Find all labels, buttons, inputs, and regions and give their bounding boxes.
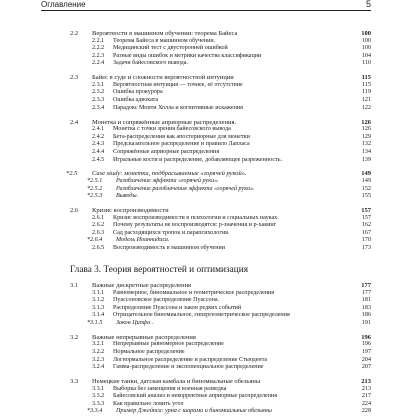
entry-title: Монетка и сопряжённые априорные распределения. <box>92 118 237 126</box>
toc-subsection-entry <box>0 45 420 53</box>
entry-page-number: 119 <box>362 89 371 96</box>
entry-page-number: 152 <box>361 185 371 192</box>
entry-number: 2.2.1 <box>92 37 105 44</box>
entry-number: *3.3.4 <box>87 408 103 415</box>
entry-title: Байес в суде и сложности вероятностной интуиции <box>92 74 234 82</box>
toc-subsection-entry <box>0 297 420 305</box>
entry-title: Модель Иоаннидиса. <box>116 237 170 244</box>
entry-page-number: 126 <box>361 126 371 133</box>
toc-subsection-entry <box>0 357 420 365</box>
table-of-contents <box>0 30 420 416</box>
toc-subsection-entry <box>0 222 420 230</box>
entry-title: Немецкие танки, датская камбала и биномиальные обезьяны <box>92 378 261 386</box>
entry-number: 2.6.5 <box>92 245 105 252</box>
entry-number: *2.6.4 <box>87 237 103 244</box>
entry-title: Разоблачение разоблачения эффекта «горячей руки». <box>116 185 255 192</box>
entry-title: Кризис воспроизводимости в психологии и социальных науках. <box>113 214 279 221</box>
running-header-title: Оглавление <box>41 0 86 9</box>
entry-title: Гамма-распределение и экспоненциальное распределение <box>113 364 264 371</box>
entry-title: Логнормальное распределение и распределение Стьюдента <box>113 356 268 363</box>
entry-number: 2.2.4 <box>92 60 105 67</box>
entry-page-number: 122 <box>361 104 371 111</box>
entry-title: Предсказательное распределение и правило Лапласа <box>113 141 250 148</box>
toc-subsection-entry <box>0 97 420 105</box>
entry-number: 3.2.4 <box>92 364 105 371</box>
toc-subsection-entry <box>0 141 420 149</box>
entry-page-number: 121 <box>361 97 371 104</box>
toc-subsection-entry <box>0 230 420 238</box>
entry-page-number: 162 <box>361 222 371 229</box>
entry-title: Медицинский тест с двусторонней ошибкой <box>113 45 228 52</box>
entry-page-number: 177 <box>361 289 371 296</box>
entry-page-number: 191 <box>361 319 371 326</box>
entry-number: 2.4.5 <box>92 156 105 163</box>
toc-section-entry <box>0 170 420 178</box>
entry-title: Разные виды ошибок и метрики качества классификации <box>113 52 262 59</box>
entry-number: 2.2.3 <box>92 52 105 59</box>
entry-page-number: 157 <box>361 207 371 215</box>
entry-number: 3.1.2 <box>92 297 105 304</box>
entry-number: *2.5.2 <box>87 185 103 192</box>
entry-page-number: 167 <box>361 229 371 236</box>
toc-subsection-entry <box>0 178 420 186</box>
entry-number: 2.3.2 <box>92 89 105 96</box>
entry-number: 3.2.2 <box>92 348 105 355</box>
toc-subsection-entry <box>0 193 420 201</box>
entry-page-number: 207 <box>361 364 371 371</box>
entry-title: Выборка без замещения и военная разведка <box>113 385 227 392</box>
entry-title: Воспроизводимость в машинном обучении <box>113 245 226 252</box>
entry-number: 2.6.1 <box>92 214 105 221</box>
entry-number: 2.3.4 <box>92 104 105 111</box>
entry-title: Как правильно ловить угол <box>113 400 184 407</box>
entry-number: 2.4 <box>70 118 79 126</box>
entry-page-number: 100 <box>361 45 371 52</box>
toc-subsection-entry <box>0 53 420 61</box>
toc-section-entry <box>0 282 420 290</box>
toc-subsection-entry <box>0 105 420 113</box>
entry-title: Непрерывные равномерное распределение <box>113 341 224 348</box>
entry-page-number: 181 <box>361 297 371 304</box>
toc-section-entry <box>0 74 420 82</box>
entry-page-number: 224 <box>361 400 371 407</box>
entry-number: 2.3.1 <box>92 81 105 88</box>
entry-title: Ошибка адвоката <box>113 97 159 104</box>
entry-number: *3.1.5 <box>87 319 103 326</box>
entry-title: Выводы. <box>116 193 139 200</box>
entry-title: Байесовский анализ и некорректные априорные распределения <box>113 393 278 400</box>
toc-subsection-entry <box>0 134 420 142</box>
entry-title: Отрицательное биномиальное, гипергеометрическое распределения <box>113 312 290 319</box>
entry-page-number: 149 <box>361 170 371 178</box>
entry-number: 2.4.4 <box>92 148 105 155</box>
entry-number: 3.3 <box>70 378 79 386</box>
entry-number: 3.1.3 <box>92 304 105 311</box>
entry-page-number: 183 <box>361 304 371 311</box>
entry-number: 2.6.3 <box>92 229 105 236</box>
entry-number: 3.1.4 <box>92 312 105 319</box>
entry-number: 2.2.2 <box>92 45 105 52</box>
toc-section-entry <box>0 30 420 38</box>
entry-number: 2.6 <box>70 207 79 215</box>
entry-number: *2.5 <box>66 170 78 178</box>
toc-subsection-entry <box>0 157 420 165</box>
entry-title: Вероятностная интуиция — точнее, её отсутствие <box>113 81 243 88</box>
entry-title: Нормальное распределение <box>113 348 185 355</box>
entry-title: Монетка с точки зрения байесовского вывода <box>113 126 231 133</box>
chapter-title: Глава 3. Теория вероятностей и оптимизация <box>70 264 249 275</box>
entry-title: Ошибка прокурора <box>113 89 163 96</box>
entry-page-number: 149 <box>361 177 371 184</box>
entry-title: Парадокс Монти Холла и когнитивные искажения <box>113 104 243 111</box>
entry-number: *2.5.1 <box>87 177 103 184</box>
entry-title: Пример Джейнса: урна с шарами и биномиальные обезьяны <box>116 408 272 415</box>
page-number: 5 <box>365 0 371 9</box>
entry-number: 3.2 <box>70 333 79 341</box>
entry-page-number: 170 <box>361 237 371 244</box>
entry-title: Почему результаты не воспроизводятся: p-значения и p-хакинг <box>113 222 277 229</box>
toc-subsection-entry <box>0 186 420 194</box>
entry-title: Разоблачение эффекта «горячей руки». <box>116 177 219 184</box>
entry-page-number: 204 <box>361 356 371 363</box>
entry-number: 3.3.2 <box>92 393 105 400</box>
toc-subsection-entry <box>0 237 420 245</box>
entry-title: Задачи байесовского вывода. <box>113 60 189 67</box>
entry-number: 3.3.1 <box>92 385 105 392</box>
entry-number: 2.3 <box>70 74 79 82</box>
entry-title: Case study: монетки, подбрасываемые «горячей рукой». <box>92 170 247 178</box>
entry-title: Кризис воспроизводимости <box>92 207 169 215</box>
entry-number: 2.4.2 <box>92 133 105 140</box>
entry-page-number: 100 <box>361 30 371 37</box>
entry-number: 3.2.1 <box>92 341 105 348</box>
entry-title: Вероятности в машинном обучении: теорема Байеса <box>92 30 238 37</box>
entry-page-number: 139 <box>361 156 371 163</box>
entry-title: Равномерное, биномиальное и геометрическое распределения <box>113 289 275 296</box>
toc-subsection-entry <box>0 215 420 223</box>
entry-title: Сопряжённые априорные распределения <box>113 148 220 155</box>
entry-title: Сад расходящихся тропок и парапсихология. <box>113 229 230 236</box>
entry-page-number: 217 <box>361 393 371 400</box>
entry-page-number: 129 <box>361 133 371 140</box>
toc-subsection-entry <box>0 89 420 97</box>
toc-subsection-entry <box>0 320 420 328</box>
entry-title: Бета-распределения как апостериорные для монетки <box>113 133 250 140</box>
entry-number: 3.1 <box>70 281 79 289</box>
entry-number: 3.2.3 <box>92 356 105 363</box>
toc-subsection-entry <box>0 290 420 298</box>
entry-page-number: 155 <box>361 193 371 200</box>
entry-title: Важные непрерывные распределения <box>92 333 196 341</box>
entry-title: Важные дискретные распределения <box>92 281 192 289</box>
chapter-heading <box>0 264 420 276</box>
entry-page-number: 213 <box>361 378 371 386</box>
entry-page-number: 177 <box>361 281 371 289</box>
entry-number: 2.4.1 <box>92 126 105 133</box>
toc-subsection-entry <box>0 408 420 416</box>
toc-subsection-entry <box>0 126 420 134</box>
toc-subsection-entry <box>0 349 420 357</box>
entry-page-number: 132 <box>361 141 371 148</box>
toc-subsection-entry <box>0 312 420 320</box>
entry-page-number: 173 <box>361 245 371 252</box>
entry-page-number: 196 <box>361 333 371 341</box>
toc-subsection-entry <box>0 149 420 157</box>
entry-page-number: 157 <box>361 214 371 221</box>
entry-page-number: 126 <box>361 118 371 126</box>
toc-subsection-entry <box>0 245 420 253</box>
entry-number: *2.5.3 <box>87 193 103 200</box>
toc-section-entry <box>0 378 420 386</box>
entry-page-number: 115 <box>361 74 371 82</box>
entry-page-number: 110 <box>362 60 371 67</box>
entry-title: Игральные кости и распределение, добавляющее разреженность. <box>113 156 283 163</box>
entry-title: Закон Ципфа . <box>116 319 154 326</box>
entry-page-number: 186 <box>361 312 371 319</box>
header-rule <box>41 10 371 11</box>
entry-page-number: 228 <box>361 408 371 415</box>
entry-number: 2.6.2 <box>92 222 105 229</box>
entry-page-number: 115 <box>362 81 371 88</box>
toc-subsection-entry <box>0 393 420 401</box>
entry-page-number: 100 <box>361 37 371 44</box>
entry-number: 2.4.3 <box>92 141 105 148</box>
toc-subsection-entry <box>0 60 420 68</box>
entry-title: Распределение Пуассона и закон редких событий <box>113 304 242 311</box>
entry-title: Пуассоновское распределение Пуассона. <box>113 297 220 304</box>
toc-section-entry <box>0 207 420 215</box>
entry-page-number: 197 <box>361 348 371 355</box>
toc-subsection-entry <box>0 364 420 372</box>
toc-subsection-entry <box>0 341 420 349</box>
entry-page-number: 134 <box>361 148 371 155</box>
entry-page-number: 104 <box>361 52 371 59</box>
entry-number: 3.3.3 <box>92 400 105 407</box>
entry-number: 3.1.1 <box>92 289 105 296</box>
entry-number: 2.2 <box>70 30 79 37</box>
entry-number: 2.3.3 <box>92 97 105 104</box>
toc-section-entry <box>0 334 420 342</box>
toc-subsection-entry <box>0 82 420 90</box>
entry-page-number: 196 <box>361 341 371 348</box>
toc-section-entry <box>0 119 420 127</box>
running-header <box>0 0 420 12</box>
entry-title: Теорема Байеса в машинном обучении. <box>113 37 216 44</box>
entry-page-number: 213 <box>361 385 371 392</box>
